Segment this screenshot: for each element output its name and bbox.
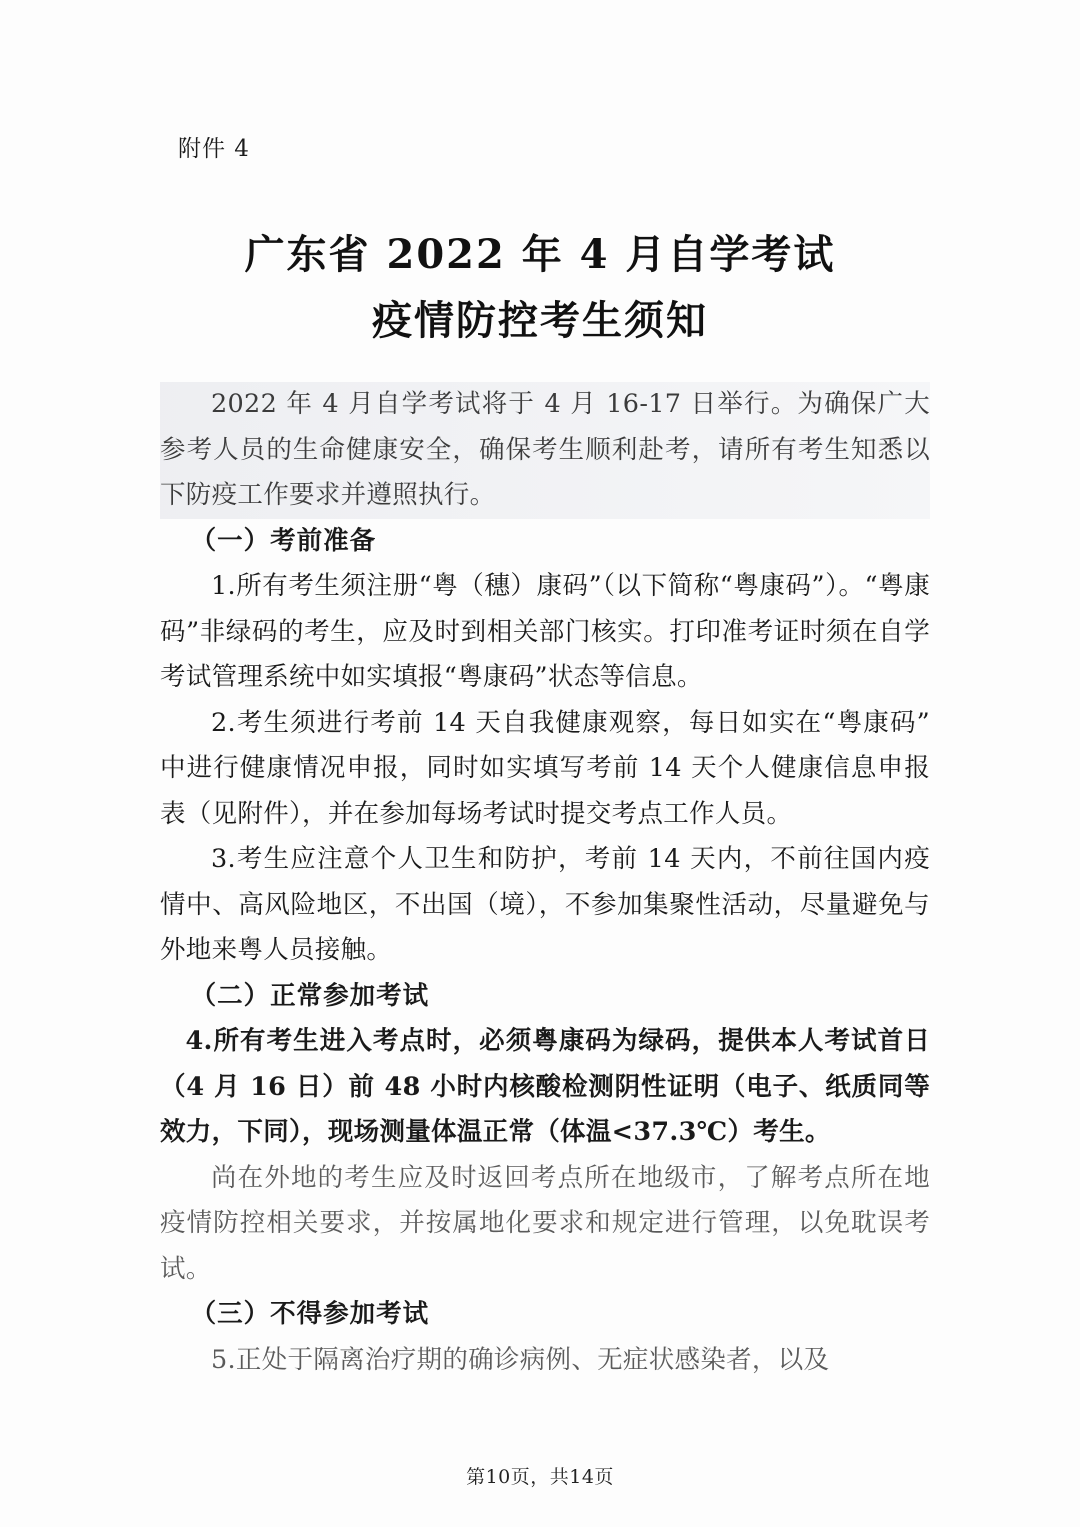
page-title — [0, 222, 1080, 354]
paragraph-item-3: 3.考生应注意个人卫生和防护，考前 14 天内，不前往国内疫情中、高风险地区，不出国（境），不参加集聚性活动，尽量避免与外地来粤人员接触。 — [160, 844, 930, 965]
paragraph-intro: 2022 年 4 月自学考试将于 4 月 16-17 日举行。为确保广大参考人员的生命健康安全，确保考生顺利赴考，请所有考生知悉以下防疫工作要求并遵照执行。 — [160, 382, 930, 519]
paragraph-item-2: 2.考生须进行考前 14 天自我健康观察，每日如实在“粤康码”中进行健康情况申报，同时如实填写考前 14 天个人健康信息申报表（见附件），并在参加每场考试时提交考点工作人员。 — [160, 707, 930, 829]
document-body — [160, 382, 930, 1383]
section-heading-1: （一）考前准备 — [190, 525, 377, 556]
title-line-2: 疫情防控考生须知 — [372, 297, 708, 344]
page-footer: 第10页，共14页 — [466, 1466, 614, 1488]
section-heading-3: （三）不得参加考试 — [190, 1299, 430, 1329]
attachment-label: 附件 4 — [178, 136, 250, 162]
paragraph-item-4-note: 尚在外地的考生应及时返回考点所在地级市，了解考点所在地疫情防控相关要求，并按属地化要求和规定进行管理，以免耽误考试。 — [160, 1162, 930, 1284]
paragraph-item-4: 4.所有考生进入考点时，必须粤康码为绿码，提供本人考试首日（4 月 16 日）前 48 小时内核酸检测阴性证明（电子、纸质同等效力，下同），现场测量体温正常（体温<37.3℃）考生。 — [160, 1026, 930, 1147]
section-heading-2: （二）正常参加考试 — [190, 980, 430, 1011]
paragraph-item-1: 1.所有考生须注册“粤（穗）康码”（以下简称“粤康码”）。“粤康码”非绿码的考生，应及时到相关部门核实。打印准考证时须在自学考试管理系统中如实填报“粤康码”状态等信息。 — [160, 571, 930, 692]
paragraph-item-5: 5.正处于隔离治疗期的确诊病例、无症状感染者，以及 — [211, 1344, 830, 1375]
title-line-1: 广东省 2022 年 4 月自学考试 — [244, 231, 836, 278]
